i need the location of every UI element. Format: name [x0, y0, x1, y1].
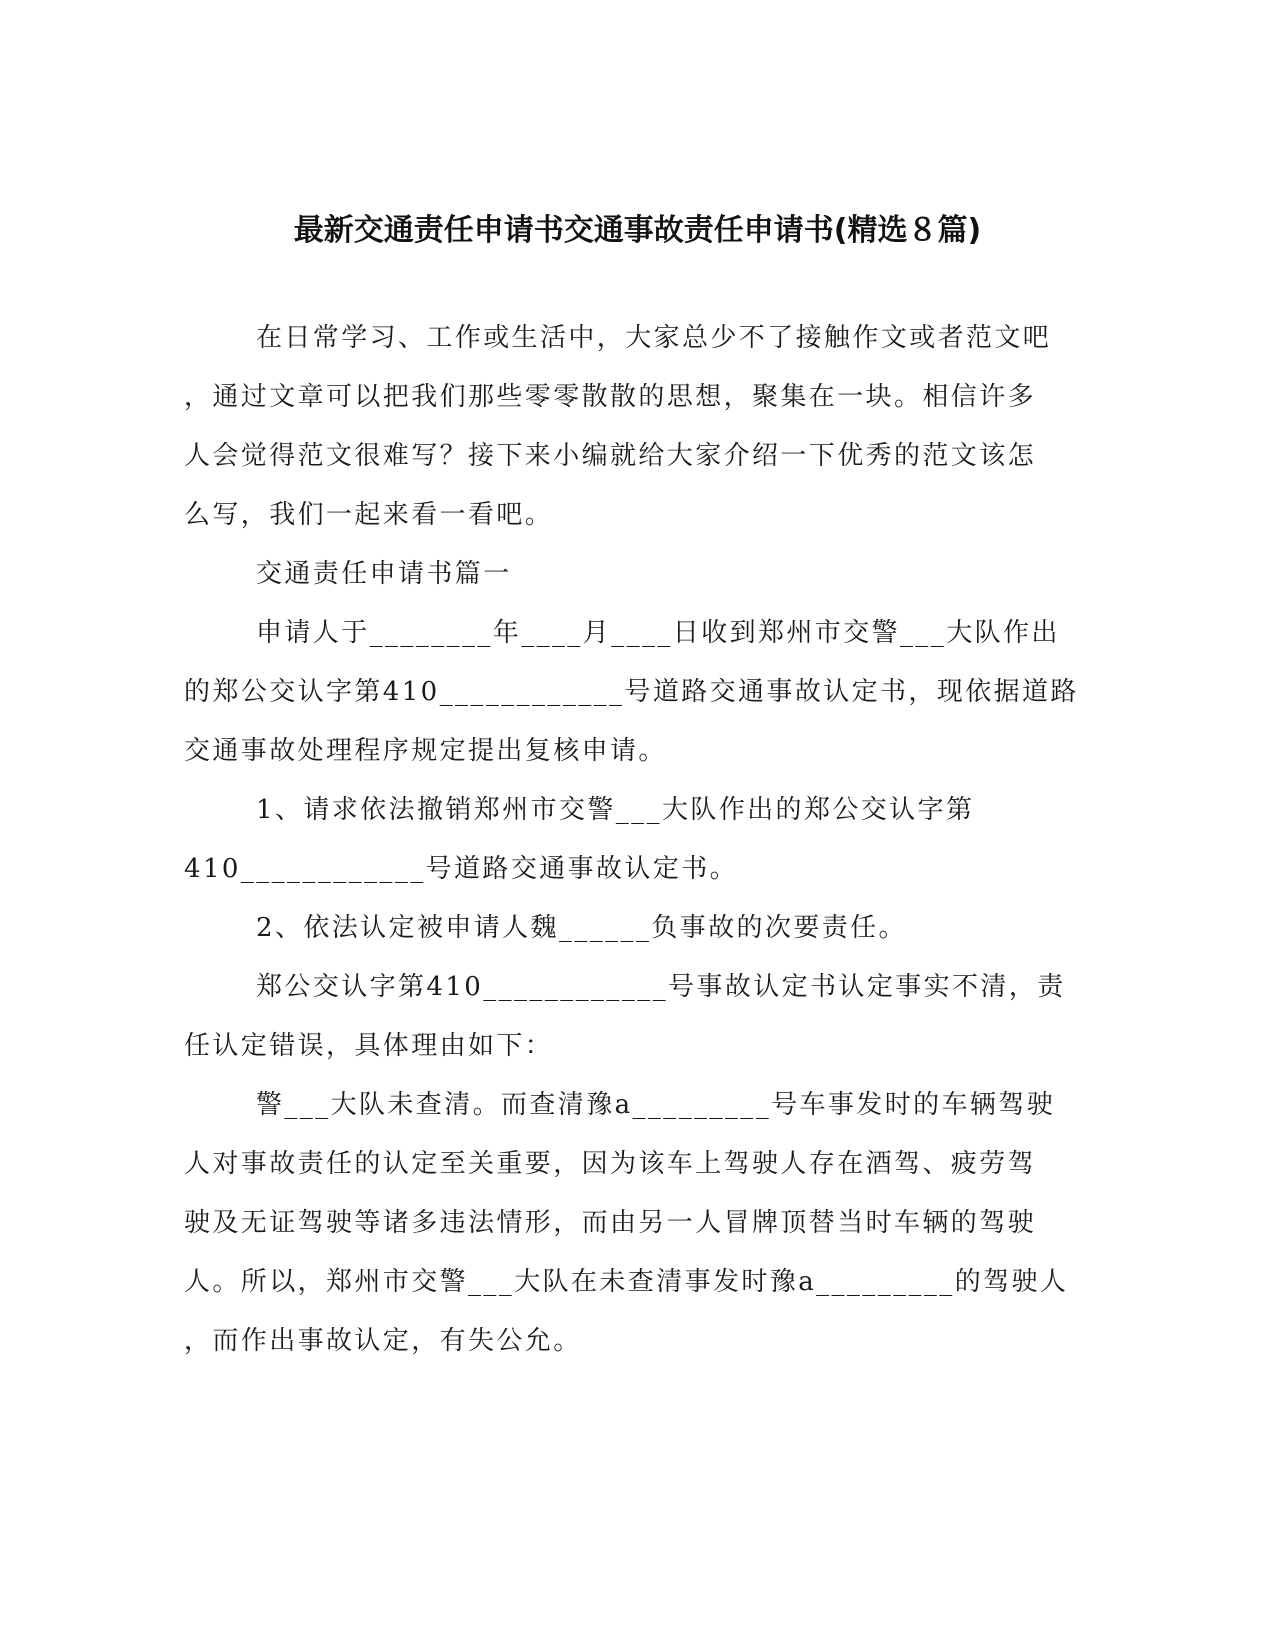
- paragraph-line: ，通过文章可以把我们那些零零散散的思想，聚集在一块。相信许多: [184, 382, 1037, 412]
- paragraph-line: 的郑公交认字第410____________号道路交通事故认定书，现依据道路: [184, 677, 1079, 707]
- paragraph-line: 警___大队未查清。而查清豫a_________号车事发时的车辆驾驶: [256, 1090, 1056, 1120]
- paragraph-line: 申请人于________年____月____日收到郑州市交警___大队作出: [256, 618, 1060, 648]
- paragraph-line: 在日常学习、工作或生活中，大家总少不了接触作文或者范文吧: [256, 323, 1052, 353]
- paragraph-line: 人对事故责任的认定至关重要，因为该车上驾驶人存在酒驾、疲劳驾: [184, 1149, 1037, 1179]
- list-item: 1、请求依法撤销郑州市交警___大队作出的郑公交认字第: [256, 795, 975, 825]
- paragraph-line: 郑公交认字第410____________号事故认定书认定事实不清，责: [256, 972, 1066, 1002]
- paragraph-line: 交通事故处理程序规定提出复核申请。: [184, 736, 667, 766]
- paragraph-line: 任认定错误，具体理由如下：: [184, 1031, 554, 1061]
- list-item: 2、依法认定被申请人魏______负事故的次要责任。: [256, 913, 907, 943]
- paragraph-line: 么写，我们一起来看一看吧。: [184, 500, 554, 530]
- list-item-continuation: 410____________号道路交通事故认定书。: [184, 854, 739, 884]
- paragraph-line: 人。所以，郑州市交警___大队在未查清事发时豫a_________的驾驶人: [184, 1267, 1069, 1297]
- document-title: 最新交通责任申请书交通事故责任申请书(精选８篇): [293, 213, 982, 248]
- section-heading: 交通责任申请书篇一: [256, 559, 512, 589]
- paragraph-line: 驶及无证驾驶等诸多违法情形，而由另一人冒牌顶替当时车辆的驾驶: [184, 1208, 1037, 1238]
- paragraph-line: 人会觉得范文很难写？接下来小编就给大家介绍一下优秀的范文该怎: [184, 441, 1037, 471]
- paragraph-line: ，而作出事故认定，有失公允。: [184, 1326, 582, 1356]
